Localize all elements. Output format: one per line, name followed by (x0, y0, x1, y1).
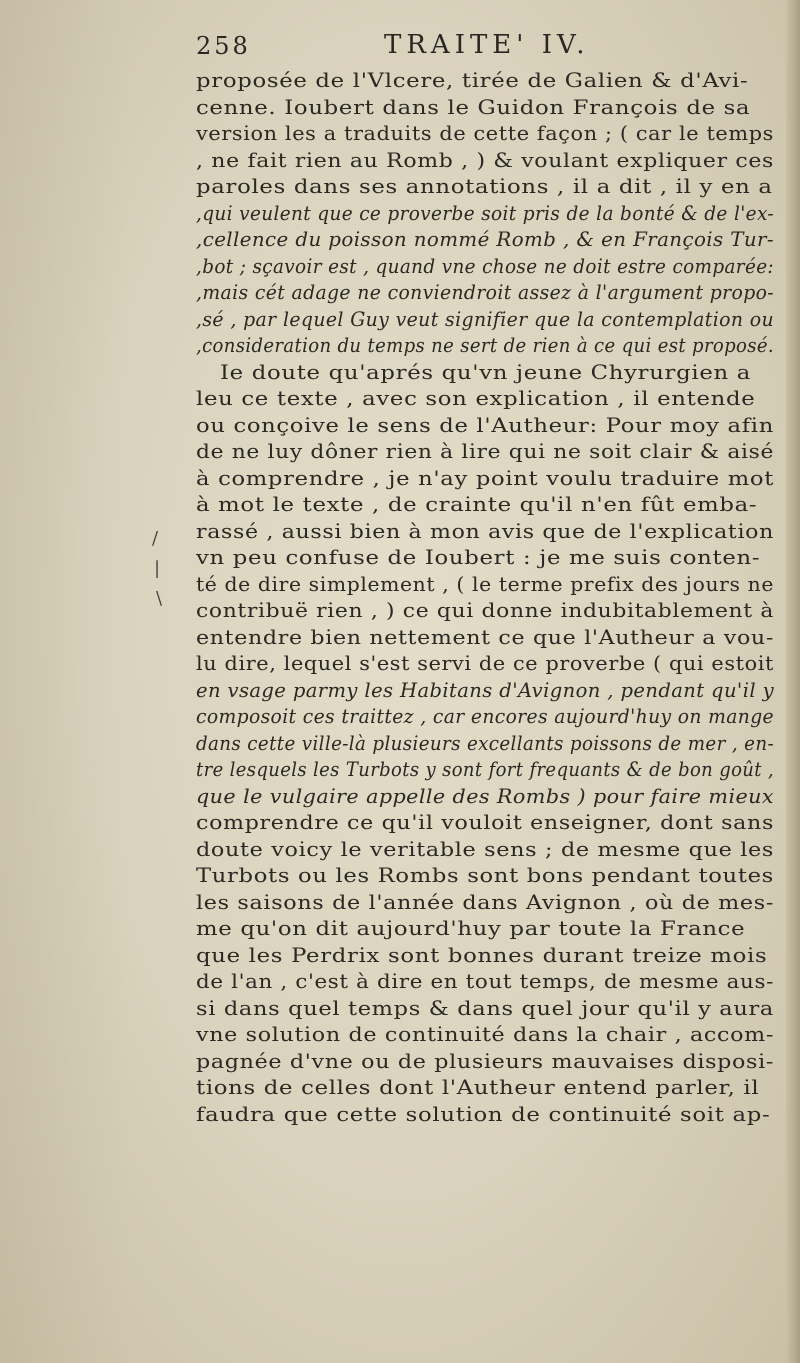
text-line: dans cette ville-là plusieurs excellants poissons de mer , en- (196, 731, 774, 755)
text-line: ,sé , par lequel Guy veut signifier que la contemplation ou (196, 307, 774, 331)
page-header (196, 30, 776, 70)
text-line: ,consideration du temps ne sert de rien à ce qui est proposé. (196, 334, 774, 357)
text-line: Ie doute qu'aprés qu'vn jeune Chyrurgien a (220, 360, 752, 384)
text-line: ,qui veulent que ce proverbe soit pris de la bonté & de l'ex- (196, 201, 774, 225)
page-bleed-shadow (0, 0, 130, 1363)
margin-annotation-mark: / | \ (152, 528, 163, 609)
text-line: ,cellence du poisson nommé Romb , & en François Tur- (196, 228, 774, 251)
page-number: 258 (196, 32, 251, 60)
text-line: leu ce texte , avec son explication , il entende (196, 387, 756, 410)
text-line: té de dire simplement , ( le terme prefix des jours ne (196, 572, 774, 596)
text-line: cenne. Ioubert dans le Guidon François de sa (196, 95, 751, 119)
text-line: paroles dans ses annotations , il a dit , il y en a (196, 175, 773, 198)
text-line: à comprendre , je n'ay point voulu traduire mot (196, 466, 774, 490)
text-line: que les Perdrix sont bonnes durant treize mois (196, 943, 768, 967)
running-title: TRAITE' IV. (384, 30, 590, 60)
text-line: tre lesquels les Turbots y sont fort frequants & de bon goût , (196, 758, 774, 781)
text-line: comprendre ce qu'il vouloit enseigner, dont sans (196, 811, 774, 834)
text-line: vne solution de continuité dans la chair , accom- (196, 1023, 774, 1046)
text-line: me qu'on dit aujourd'huy par toute la France (196, 917, 746, 940)
text-line: version les a traduits de cette façon ; ( car le temps (196, 122, 774, 145)
text-line: ou conçoive le sens de l'Autheur: Pour moy afin (196, 413, 774, 437)
text-line: doute voicy le veritable sens ; de mesme que les (196, 837, 774, 861)
text-line: les saisons de l'année dans Avignon , où de mes- (196, 890, 774, 914)
text-line: contribuë rien , ) ce qui donne indubitablement à (196, 599, 774, 622)
text-line: composoit ces traittez , car encores aujourd'huy on mange (196, 705, 774, 728)
text-line: tions de celles dont l'Autheur entend parler, il (196, 1076, 760, 1099)
text-line: entendre bien nettement ce que l'Autheur a vou- (196, 625, 774, 649)
text-line: Turbots ou les Rombs sont bons pendant toutes (196, 864, 774, 887)
text-line: rassé , aussi bien à mon avis que de l'explication (196, 519, 774, 543)
text-line: proposée de l'Vlcere, tirée de Galien & d'Avi- (196, 69, 749, 92)
text-line: ,bot ; sçavoir est , quand vne chose ne doit estre comparée: (196, 254, 774, 278)
text-line: pagnée d'vne ou de plusieurs mauvaises disposi- (196, 1049, 774, 1073)
text-line: vn peu confuse de Ioubert : je me suis conten- (196, 546, 761, 569)
body-text (196, 68, 774, 1128)
text-line: , ne fait rien au Romb , ) & voulant expliquer ces (196, 148, 774, 172)
text-line: si dans quel temps & dans quel jour qu'il y aura (196, 996, 774, 1020)
text-line: que le vulgaire appelle des Rombs ) pour faire mieux (196, 784, 774, 808)
text-line: à mot le texte , de crainte qu'il n'en fût emba- (196, 493, 758, 516)
text-line: faudra que cette solution de continuité soit ap- (196, 1102, 771, 1126)
text-line: de l'an , c'est à dire en tout temps, de mesme aus- (196, 970, 774, 993)
text-line: ,mais cét adage ne conviendroit assez à l'argument propo- (196, 281, 774, 304)
text-line: de ne luy dôner rien à lire qui ne soit clair & aisé (196, 440, 774, 463)
text-line: lu dire, lequel s'est servi de ce proverbe ( qui estoit (196, 652, 774, 675)
page-edge (786, 0, 800, 1363)
text-line: en vsage parmy les Habitans d'Avignon , pendant qu'il y (196, 678, 774, 702)
